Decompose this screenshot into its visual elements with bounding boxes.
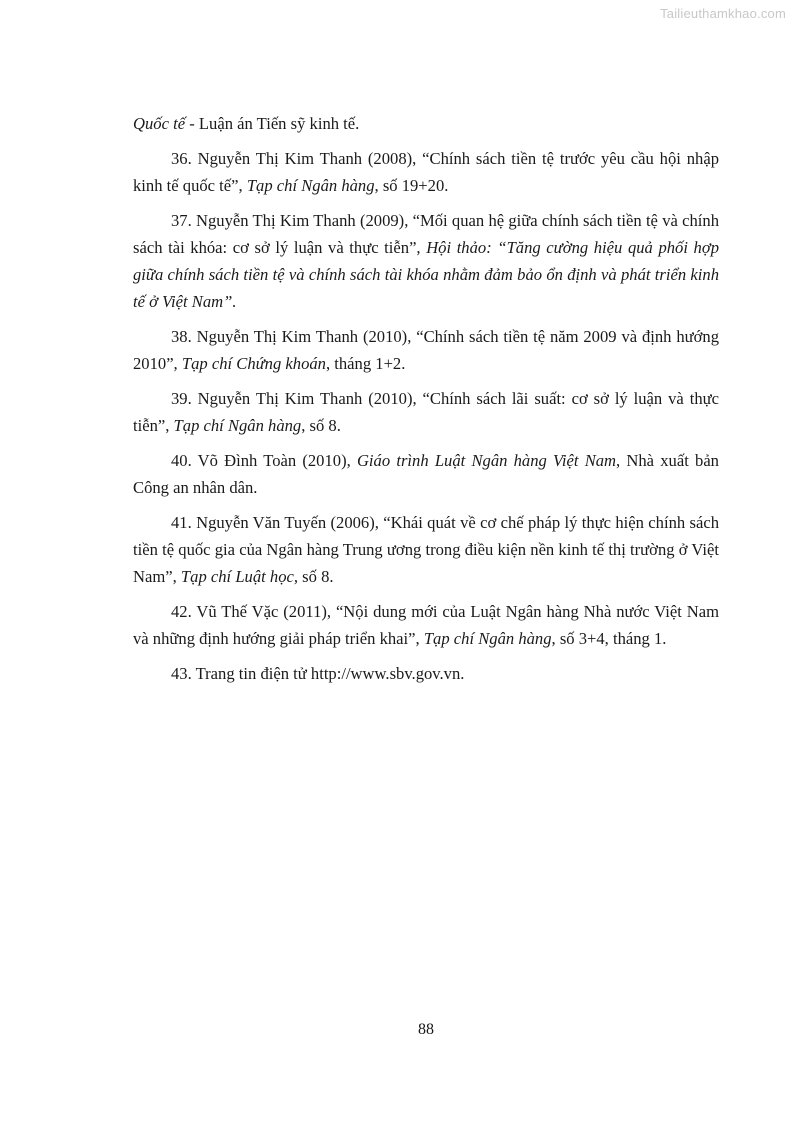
reference-42 [133,598,719,652]
reference-text: 37. Nguyễn Thị Kim Thanh (2009), “Mối quan hệ giữa chính sách tiền tệ và chính sách tài khóa: cơ sở lý luận và thực tiễn”, [133,211,719,257]
reference-text: 38. Nguyễn Thị Kim Thanh (2010), “Chính sách tiền tệ năm 2009 và định hướng 2010”, [133,327,719,373]
reference-text: 41. Nguyễn Văn Tuyến (2006), “Khái quát về cơ chế pháp lý thực hiện chính sách tiền tệ quốc gia của Ngân hàng Trung ương trong điều kiện nền kinh tế thị trường ở Việt Nam”, [133,513,719,586]
reference-source: Tạp chí Ngân hàng [173,416,302,435]
reference-list [133,110,719,695]
reference-text: , số 3+4, tháng 1. [551,629,667,648]
reference-text: 36. Nguyễn Thị Kim Thanh (2008), “Chính sách tiền tệ trước yêu cầu hội nhập kinh tế quốc tế”, [133,149,719,195]
reference-text: số 8. [298,567,334,586]
reference-text: 42. Vũ Thế Vặc (2011), “Nội dung mới của Luật Ngân hàng Nhà nước Việt Nam và những định hướng giải pháp triển khai”, [133,602,719,648]
reference-43 [133,660,719,687]
reference-title: Quốc tế [133,114,186,133]
reference-source: Tạp chí Luật học, [180,567,299,586]
reference-38 [133,323,719,377]
reference-text: , tháng 1+2. [325,354,406,373]
reference-text: , Nhà xuất bản Công an nhân dân. [133,451,719,497]
reference-source: Giáo trình Luật Ngân hàng Việt Nam [356,451,617,470]
reference-source: Tạp chí Ngân hàng [246,176,375,195]
reference-text: 43. Trang tin điện tử http://www.sbv.gov.vn. [171,664,465,683]
reference-35-continuation [133,110,719,137]
reference-40 [133,447,719,501]
reference-36 [133,145,719,199]
reference-source: Tạp chí Ngân hàng [423,629,552,648]
reference-text: , số 19+20. [374,176,449,195]
reference-41 [133,509,719,590]
reference-37 [133,207,719,315]
reference-text: - Luận án Tiến sỹ kinh tế. [185,114,360,133]
page-number: 88 [418,1021,434,1038]
reference-source: Tạp chí Chứng khoán [181,354,326,373]
reference-text: , số 8. [301,416,341,435]
reference-39 [133,385,719,439]
reference-source: Hội thảo: “Tăng cường hiệu quả phối hợp giữa chính sách tiền tệ và chính sách tài khóa nhằm đảm bảo ổn định và phát triển kinh tế ở Việt Nam”. [133,238,720,311]
watermark: Tailieuthamkhao.com [660,6,786,21]
reference-text: 40. Võ Đình Toàn (2010), [171,451,357,470]
reference-text: 39. Nguyễn Thị Kim Thanh (2010), “Chính sách lãi suất: cơ sở lý luận và thực tiễn”, [133,389,719,435]
